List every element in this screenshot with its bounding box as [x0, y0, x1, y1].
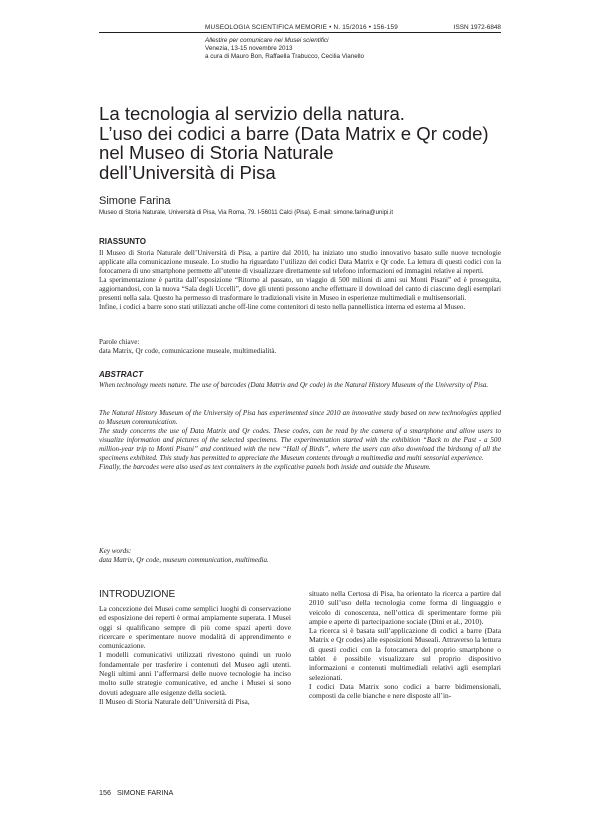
- conference-info: [205, 37, 500, 61]
- abstract-title-text: When technology meets nature. The use of barcodes (Data Matrix and Qr code) in the Natural History Museum of the University of Pisa.: [99, 381, 489, 389]
- title-line: dell’Università di Pisa: [99, 161, 276, 183]
- header-rule: [99, 32, 501, 33]
- riassunto-paragraph: Infine, i codici a barre sono stati utilizzati anche off-line come contenitori di testo nella pannellistica interna ed esterna al Museo.: [99, 303, 466, 311]
- body-paragraph: La concezione dei Musei come semplici luoghi di conservazione ed esposizione dei reperti è ormai ampiamente superata. I Musei oggi si qualificano sempre di più come spazi aperti dove ricercare e sperimentare nuove modalità di apprendimento e comunicazione.: [99, 604, 291, 651]
- journal-citation: MUSEOLOGIA SCIENTIFICA MEMORIE • N. 15/2016 • 156-159: [205, 24, 399, 31]
- introduzione-heading: INTRODUZIONE: [99, 589, 176, 600]
- abstract-keywords: [99, 547, 501, 565]
- riassunto-paragraph: Il Museo di Storia Naturale dell’Università di Pisa, a partire dal 2010, ha iniziato uno studio innovativo basato sulle nuove tecnologie applicate alla comunicazione museale. Lo studio ha riguardato l’utilizzo dei codici Data Matrix e Qr code. La lettura di questi codici con la fotocamera di uno smartphone permette all’utente di visualizzare direttamente sul telefono informazioni ed immagini relative ai reperti.: [99, 249, 501, 275]
- abstract-paragraph: Finally, the barcodes were also used as text containers in the explicative panels both inside and outside the Museum.: [99, 463, 431, 471]
- abstract-paragraph: The study concerns the use of Data Matrix and Qr codes. These codes, can be read by the camera of a smartphone and allow users to visualize information and pictures of the selected specimens. The experimentation started with the exhibition “Back to the Past - a 500 million-year trip to Monti Pisani” and continued with the new “Hall of Birds”, where the users can also download the birdsong of all the specimens exhibited. This study has permitted to appreciate the Museum contents through a multimedia and multi sensorial experience.: [99, 427, 501, 462]
- keywords-label: Key words:: [99, 547, 132, 555]
- page-number: 156: [99, 788, 111, 797]
- keywords-list: data Matrix, Qr code, museum communication, multimedia.: [99, 556, 269, 564]
- title-line: nel Museo di Storia Naturale: [99, 142, 334, 164]
- body-paragraph: situato nella Certosa di Pisa, ha orientato la ricerca a partire dal 2010 sull’uso della tecnologia come forma di linguaggio e veicolo di conoscenza, nell’ottica di sperimentare forme più ampie e aperte di partecipazione sociale (Dini et al., 2010).: [309, 589, 501, 626]
- riassunto-body: [99, 249, 501, 312]
- body-paragraph: La ricerca si è basata sull’applicazione di codici a barre (Data Matrix e Qr codes) alle esposizioni Museali. Attraverso la lettura di questi codici con la fotocamera del proprio smartphone o tablet è possibile visualizzare sul proprio dispositivo informazioni e contenuti multimediali relativi agli esemplari selezionati.: [309, 626, 501, 682]
- body-paragraph: Il Museo di Storia Naturale dell’Università di Pisa,: [99, 696, 250, 706]
- title-line: La tecnologia al servizio della natura.: [99, 103, 405, 124]
- body-column-left: [99, 604, 291, 706]
- abstract-paragraph: The Natural History Museum of the University of Pisa has experimented since 2010 an innovative study based on new technologies applied to Museum communication.: [99, 409, 501, 426]
- running-head: SIMONE FARINA: [117, 788, 174, 797]
- keywords-list: data Matrix, Qr code, comunicazione museale, multimedialità.: [99, 347, 277, 355]
- page-footer: [99, 788, 173, 797]
- keywords-label: Parole chiave:: [99, 338, 140, 346]
- event-title: Allestire per comunicare nei Musei scientifici: [205, 37, 329, 44]
- riassunto-keywords: [99, 338, 501, 356]
- riassunto-paragraph: La sperimentazione è partita dall’esposizione “Ritorno al passato, un viaggio di 500 milioni di anni sui Monti Pisani” ed è proseguita, aggiornandosi, con la nuova “Sala degli Uccelli”, dove gli utenti possono anche effettuare il download del canto di ciascuno degli esemplari presenti nella sala. Questo ha permesso di trasformare le tradizionali visite in Museo in esperienze multimediali e multisensoriali.: [99, 276, 501, 302]
- title-line: L’uso dei codici a barre (Data Matrix e Qr code): [99, 122, 489, 144]
- editors: a cura di Mauro Bon, Raffaella Trabucco, Cecilia Vianello: [205, 53, 365, 60]
- abstract-title: [99, 381, 501, 390]
- author-name: Simone Farina: [99, 195, 171, 207]
- body-paragraph: I codici Data Matrix sono codici a barre bidimensionali, composti da celle bianche e nere disposte all’in-: [309, 681, 501, 701]
- body-column-right: [309, 589, 501, 701]
- issn: ISSN 1972-6848: [453, 24, 501, 31]
- body-paragraph: I modelli comunicativi utilizzati rivestono quindi un ruolo fondamentale per trasferire i contenuti del Museo agli utenti. Negli ultimi anni l’affermarsi delle nuove tecnologie ha inciso molto sulle strategie comunicative, ed anche i Musei si sono dovuti adeguare alle esigenze della società.: [99, 650, 291, 697]
- article-title: [99, 104, 519, 182]
- author-affiliation: Museo di Storia Naturale, Università di Pisa, Via Roma, 79. I-56011 Calci (Pisa). E-mail: simone.farina@unipi.it: [99, 210, 393, 216]
- event-place-date: Venezia, 13-15 novembre 2013: [205, 45, 293, 52]
- riassunto-heading: RIASSUNTO: [99, 237, 146, 246]
- abstract-heading: ABSTRACT: [99, 370, 143, 379]
- abstract-body: [99, 409, 501, 472]
